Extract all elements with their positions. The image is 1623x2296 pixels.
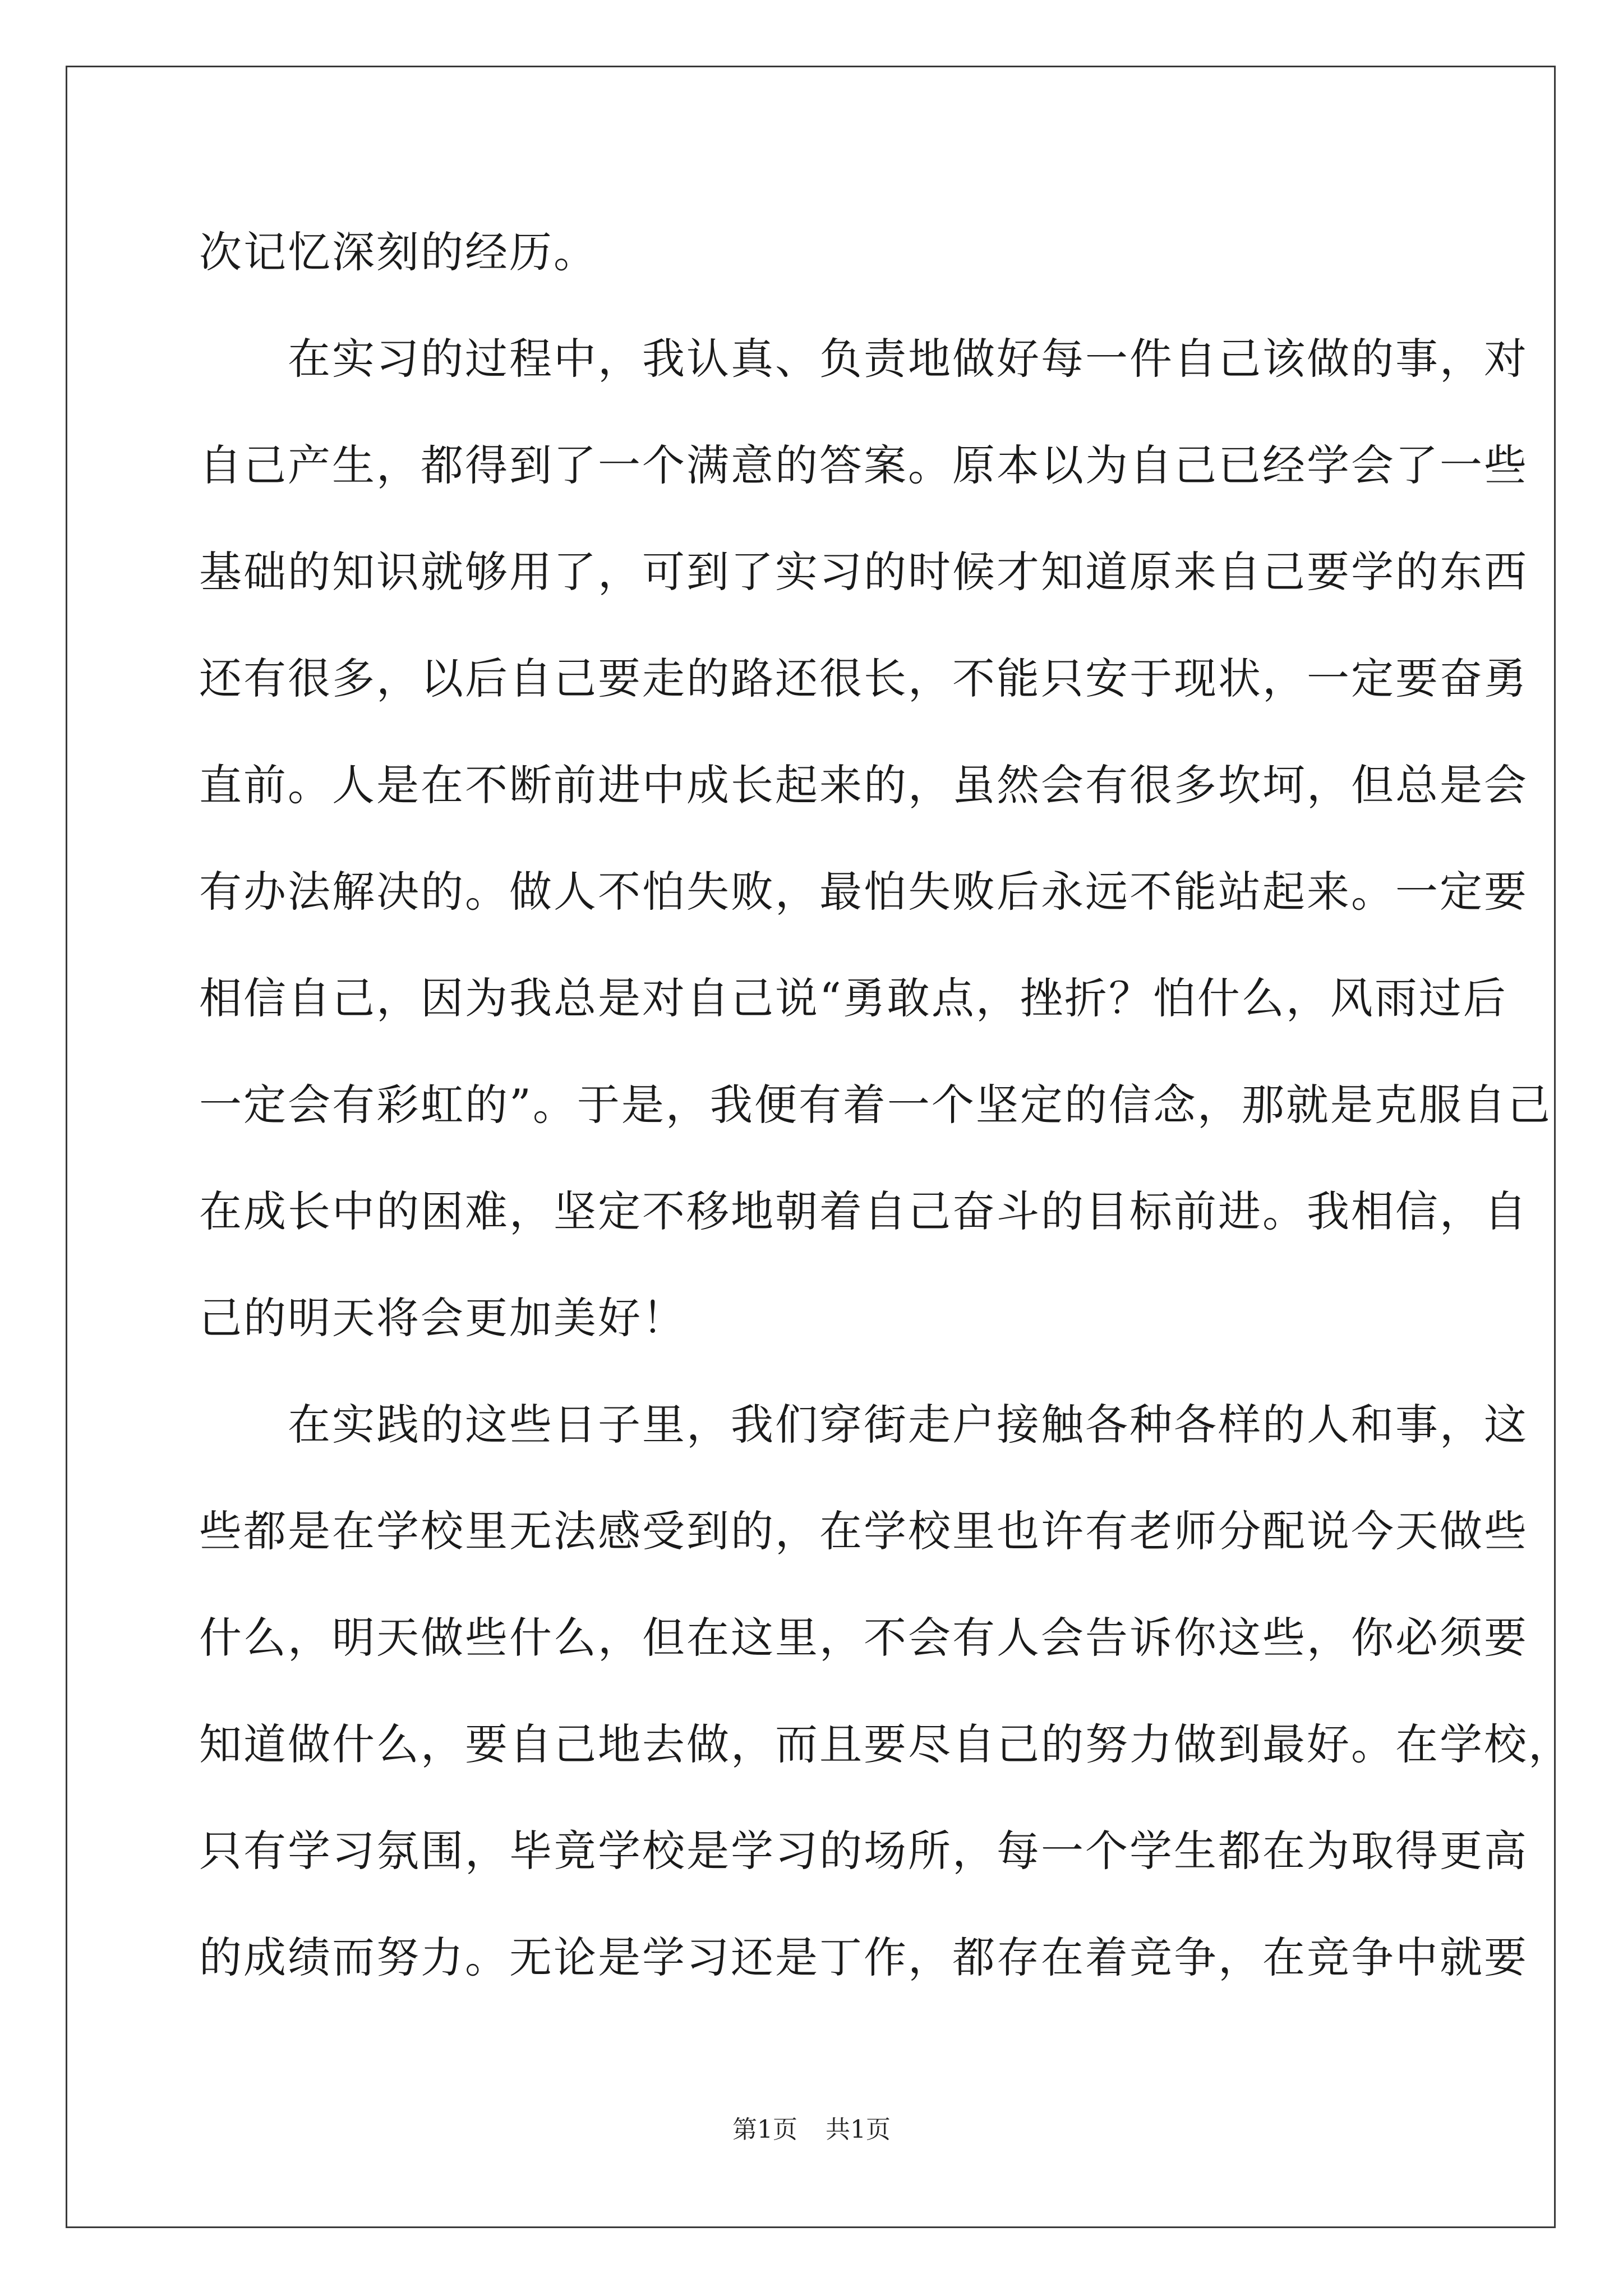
text-line: 己的明天将会更加美好！ (199, 1293, 686, 1343)
text-line: 自己产生，都得到了一个满意的答案。原本以为自己已经学会了一些 (199, 440, 1528, 490)
document-body (199, 199, 1573, 2011)
text-line: 次记忆深刻的经历。 (199, 227, 598, 277)
text-line: 有办法解决的。做人不怕失败，最怕失败后永远不能站起来。一定要 (199, 867, 1528, 917)
text-line: 只有学习氛围，毕竟学校是学习的场所，每一个学生都在为取得更高 (199, 1826, 1528, 1876)
text-line: 相信自己，因为我总是对自己说“勇敢点，挫折？怕什么，风雨过后 (199, 973, 1507, 1023)
text-line: 在实习的过程中，我认真、负责地做好每一件自己该做的事，对 (199, 334, 1528, 384)
page-footer (0, 2109, 1623, 2145)
text-line: 什么，明天做些什么，但在这里，不会有人会告诉你这些，你必须要 (199, 1613, 1528, 1663)
text-line: 直前。人是在不断前进中成长起来的，虽然会有很多坎坷，但总是会 (199, 760, 1528, 810)
page-number: 第1页 (732, 2115, 797, 2144)
text-line: 在成长中的困难，坚定不移地朝着自己奋斗的目标前进。我相信，自 (199, 1186, 1528, 1236)
text-line: 的成绩而努力。无论是学习还是丁作，都存在着竞争，在竞争中就要 (199, 1932, 1528, 1982)
text-line: 知道做什么，要自己地去做，而且要尽自己的努力做到最好。在学校， (199, 1719, 1573, 1769)
text-line: 基础的知识就够用了，可到了实习的时候才知道原来自己要学的东西 (199, 547, 1528, 597)
text-line: 一定会有彩虹的”。于是，我便有着一个坚定的信念，那就是克服自己 (199, 1080, 1552, 1130)
text-line: 些都是在学校里无法感受到的，在学校里也许有老师分配说今天做些 (199, 1506, 1528, 1556)
text-line: 在实践的这些日子里，我们穿街走户接触各种各样的人和事，这 (199, 1400, 1528, 1450)
text-line: 还有很多，以后自己要走的路还很长，不能只安于现状，一定要奋勇 (199, 654, 1528, 703)
page-count: 共1页 (826, 2115, 891, 2144)
